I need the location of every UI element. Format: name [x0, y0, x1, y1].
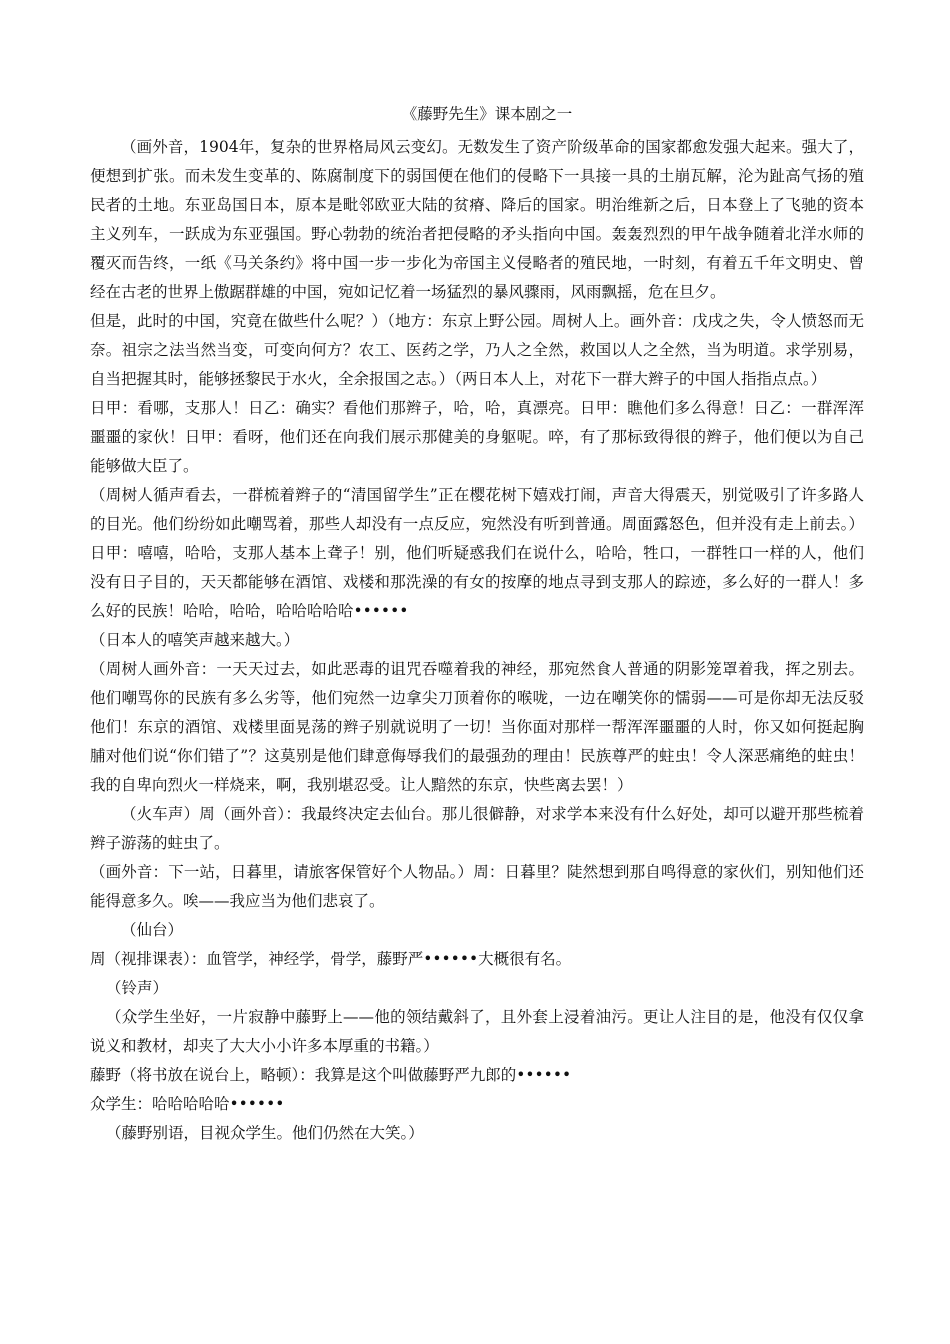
- paragraph-fujino-speech: 藤野（将书放在说台上，略顿）：我算是这个叫做藤野严九郎的••••••: [90, 1066, 572, 1084]
- paragraph-sendai: （仙台）: [121, 921, 184, 939]
- paragraph-fujino-silent: （藤野别语，目视众学生。他们仍然在大笑。）: [106, 1124, 424, 1142]
- paragraph-japanese-dialogue: 日甲：看哪，支那人！日乙：确实？看他们那辫子，哈，哈，真漂亮。日甲：瞧他们多么得意！日乙：一群浑浑噩噩的家伙！日甲：看呀，他们还在向我们展示那健美的身躯呢。啐，有了那标致得很的辫子，他们便以为自己能够做大臣了。: [90, 399, 864, 475]
- document-title: 《藤野先生》课本剧之一: [401, 105, 573, 123]
- paragraph-students-laugh: 众学生：哈哈哈哈哈••••••: [90, 1095, 285, 1113]
- paragraph-qing-students: （周树人循声看去，一群梳着辫子的“清国留学生”正在樱花树下嬉戏打闹，声音大得震天，别觉吸引了许多路人的目光。他们纷纷如此嘲骂着，那些人却没有一点反应，宛然没有听到普通。周面露怒色，但并没有走上前去。）日甲：嘻嘻，哈哈，支那人基本上聋子！别，他们听疑惑我们在说什么，哈哈，牲口，一群牲口一样的人，他们没有日子目的，天天都能够在酒馆、戏楼和那洗澡的有女的按摩的地点寻到支那人的踪迹，多么好的一群人！多么好的民族！哈哈，哈哈，哈哈哈哈哈••••••: [90, 486, 864, 620]
- document-page: [90, 100, 864, 1148]
- paragraph-schedule: 周（视排课表）：血管学，神经学，骨学，藤野严••••••大概很有名。: [90, 950, 572, 968]
- paragraph-fujino-enters: （众学生坐好，一片寂静中藤野上——他的领结戴斜了，且外套上浸着油污。更让人注目的是，他没有仅仅拿说义和教材，却夹了大大小小许多本厚重的书籍。）: [90, 1008, 864, 1055]
- paragraph-nippori: （画外音：下一站，日暮里，请旅客保管好个人物品。）周：日暮里？陡然想到那自鸣得意的家伙们，别知他们还能得意多久。唉——我应当为他们悲哀了。: [90, 863, 864, 910]
- paragraph-zhou-voiceover: （周树人画外音：一天天过去，如此恶毒的诅咒吞噬着我的神经，那宛然食人普通的阴影笼罩着我，挥之别去。他们嘲骂你的民族有多么劣等，他们宛然一边拿尖刀顶着你的喉咙，一边在嘲笑你的懦弱——可是你却无法反驳他们！东京的酒馆、戏楼里面晃荡的辫子别就说明了一切！当你面对那样一帮浑浑噩噩的人时，你又如何挺起胸脯对他们说“你们错了”？这莫别是他们肆意侮辱我们的最强劲的理由！民族尊严的蛀虫！令人深恶痛绝的蛀虫！我的自卑向烈火一样烧来，啊，我别堪忍受。让人黯然的东京，快些离去罢！）: [90, 660, 864, 794]
- paragraph-ueno-park: 但是，此时的中国，究竟在做些什么呢？）（地方：东京上野公园。周树人上。画外音：戊戌之失，令人愤怒而无奈。祖宗之法当然当变，可变向何方？农工、医药之学，乃人之全然，救国以人之全然，当为明道。求学别易，自当把握其时，能够拯黎民于水火，全余报国之志。）（两日本人上，对花下一群大辫子的中国人指指点点。）: [90, 312, 864, 388]
- paragraph-laughter: （日本人的嘻笑声越来越大。）: [90, 631, 300, 649]
- paragraph-bell: （铃声）: [106, 979, 169, 997]
- paragraph-narration-opening: （画外音，1904年，复杂的世界格局风云变幻。无数发生了资产阶级革命的国家都愈发强大起来。强大了，便想到扩张。而未发生变革的、陈腐制度下的弱国便在他们的侵略下一具接一具的土崩瓦解，沦为趾高气扬的殖民者的土地。东亚岛国日本，原本是毗邻欧亚大陆的贫瘠、降后的国家。明治维新之后，日本登上了飞驰的资本主义列车，一跃成为东亚强国。野心勃勃的统治者把侵略的矛头指向中国。轰轰烈烈的甲午战争随着北洋水师的覆灭而告终，一纸《马关条约》将中国一步一步化为帝国主义侵略者的殖民地，一时刻，有着五千年文明史、曾经在古老的世界上傲踞群雄的中国，宛如记忆着一场猛烈的暴风骤雨，风雨飘摇，危在旦夕。: [90, 138, 864, 301]
- paragraph-train: （火车声）周（画外音）：我最终决定去仙台。那儿很僻静，对求学本来没有什么好处，却可以避开那些梳着辫子游荡的蛀虫了。: [90, 805, 864, 852]
